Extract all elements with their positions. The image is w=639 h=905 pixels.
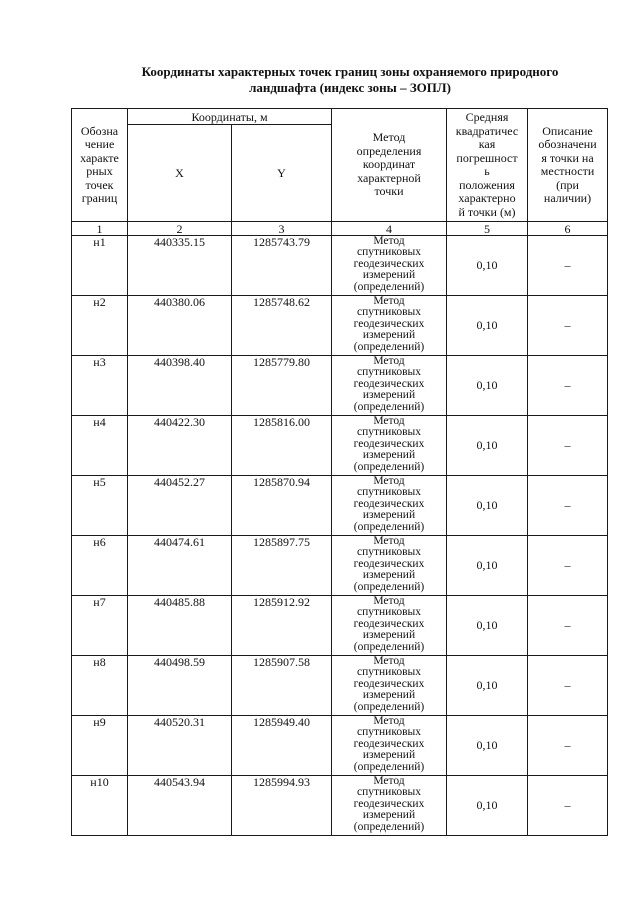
coordinates-table (71, 108, 608, 836)
method-line: Метод (373, 235, 405, 247)
description-cell: – (528, 596, 608, 656)
y-coordinate-cell: 1285949.40 (232, 716, 332, 776)
table-row (72, 656, 608, 716)
method-line: Метод (373, 295, 405, 307)
description-cell: – (528, 536, 608, 596)
y-coordinate-cell: 1285816.00 (232, 416, 332, 476)
method-cell (332, 776, 447, 836)
method-cell (332, 236, 447, 296)
method-line: измерений (362, 449, 416, 462)
header-x: X (128, 125, 232, 222)
table-row (72, 776, 608, 836)
header-y: Y (232, 125, 332, 222)
method-line: (определений) (353, 760, 425, 773)
error-cell: 0,10 (447, 476, 528, 536)
table-row (72, 236, 608, 296)
description-cell: – (528, 416, 608, 476)
method-line: спутниковых (356, 426, 421, 439)
table-row (72, 476, 608, 536)
point-designation-cell: н3 (72, 356, 128, 416)
method-line: измерений (362, 509, 416, 522)
header-designation: Обозна чение характе рных точек границ (72, 109, 128, 222)
method-cell (332, 476, 447, 536)
method-line: (определений) (353, 580, 425, 593)
table-row (72, 536, 608, 596)
y-coordinate-cell: 1285907.58 (232, 656, 332, 716)
description-cell: – (528, 356, 608, 416)
method-line: Метод (373, 715, 405, 727)
method-cell (332, 596, 447, 656)
x-coordinate-cell: 440398.40 (128, 356, 232, 416)
y-coordinate-cell: 1285779.80 (232, 356, 332, 416)
method-line: Метод (373, 655, 405, 667)
method-line: (определений) (353, 280, 425, 293)
method-line: геодезических (353, 497, 425, 510)
error-cell: 0,10 (447, 656, 528, 716)
method-line: измерений (362, 749, 416, 762)
method-line: Метод (373, 775, 405, 787)
column-number-row (72, 222, 608, 236)
column-number: 4 (332, 222, 447, 236)
description-cell: – (528, 476, 608, 536)
error-cell: 0,10 (447, 356, 528, 416)
column-number: 1 (72, 222, 128, 236)
method-line: Метод (373, 535, 405, 547)
method-line: спутниковых (356, 246, 421, 259)
description-cell: – (528, 716, 608, 776)
point-designation-cell: н7 (72, 596, 128, 656)
method-line: спутниковых (356, 366, 421, 379)
y-coordinate-cell: 1285994.93 (232, 776, 332, 836)
y-coordinate-cell: 1285743.79 (232, 236, 332, 296)
point-designation-cell: н8 (72, 656, 128, 716)
point-designation-cell: н6 (72, 536, 128, 596)
method-line: (определений) (353, 640, 425, 653)
point-designation-cell: н5 (72, 476, 128, 536)
error-cell: 0,10 (447, 536, 528, 596)
method-line: (определений) (353, 520, 425, 533)
point-designation-cell: н10 (72, 776, 128, 836)
method-line: (определений) (353, 400, 425, 413)
x-coordinate-cell: 440520.31 (128, 716, 232, 776)
point-designation-cell: н4 (72, 416, 128, 476)
header-coordinates: Координаты, м (128, 109, 332, 125)
method-line: геодезических (353, 257, 425, 270)
point-designation-cell: н2 (72, 296, 128, 356)
method-line: спутниковых (356, 306, 421, 319)
method-line: (определений) (353, 340, 425, 353)
x-coordinate-cell: 440422.30 (128, 416, 232, 476)
method-line: (определений) (353, 460, 425, 473)
method-cell (332, 416, 447, 476)
column-number: 2 (128, 222, 232, 236)
method-line: спутниковых (356, 546, 421, 559)
x-coordinate-cell: 440543.94 (128, 776, 232, 836)
table-row (72, 596, 608, 656)
method-line: геодезических (353, 617, 425, 630)
method-line: геодезических (353, 557, 425, 570)
y-coordinate-cell: 1285870.94 (232, 476, 332, 536)
method-line: Метод (373, 595, 405, 607)
description-cell: – (528, 236, 608, 296)
point-designation-cell: н9 (72, 716, 128, 776)
description-cell: – (528, 296, 608, 356)
method-line: спутниковых (356, 726, 421, 739)
method-line: Метод (373, 415, 405, 427)
point-designation-cell: н1 (72, 236, 128, 296)
header-error: Средняя квадратичес кая погрешност ь положения характерно й точки (м) (447, 109, 528, 222)
error-cell: 0,10 (447, 776, 528, 836)
method-line: (определений) (353, 820, 425, 833)
description-cell: – (528, 776, 608, 836)
error-cell: 0,10 (447, 416, 528, 476)
method-line: спутниковых (356, 666, 421, 679)
method-line: измерений (362, 689, 416, 702)
method-line: геодезических (353, 377, 425, 390)
method-line: геодезических (353, 677, 425, 690)
table-row (72, 416, 608, 476)
x-coordinate-cell: 440335.15 (128, 236, 232, 296)
method-line: геодезических (353, 437, 425, 450)
table-row (72, 716, 608, 776)
method-line: геодезических (353, 737, 425, 750)
method-cell (332, 356, 447, 416)
method-line: Метод (373, 475, 405, 487)
x-coordinate-cell: 440452.27 (128, 476, 232, 536)
x-coordinate-cell: 440485.88 (128, 596, 232, 656)
method-line: измерений (362, 329, 416, 342)
method-line: измерений (362, 809, 416, 822)
x-coordinate-cell: 440498.59 (128, 656, 232, 716)
table-row (72, 356, 608, 416)
title-line-2: ландшафта (индекс зоны – ЗОПЛ) (249, 80, 451, 95)
table-body (72, 236, 608, 836)
method-line: геодезических (353, 317, 425, 330)
error-cell: 0,10 (447, 236, 528, 296)
method-line: измерений (362, 269, 416, 282)
error-cell: 0,10 (447, 716, 528, 776)
column-number: 5 (447, 222, 528, 236)
method-cell (332, 536, 447, 596)
column-number: 3 (232, 222, 332, 236)
x-coordinate-cell: 440380.06 (128, 296, 232, 356)
y-coordinate-cell: 1285897.75 (232, 536, 332, 596)
method-cell (332, 296, 447, 356)
header-method: Метод определения координат характерной точки (332, 109, 447, 222)
x-coordinate-cell: 440474.61 (128, 536, 232, 596)
method-line: измерений (362, 389, 416, 402)
document-title (60, 64, 639, 96)
method-line: измерений (362, 569, 416, 582)
error-cell: 0,10 (447, 596, 528, 656)
method-cell (332, 656, 447, 716)
header-description: Описание обозначени я точки на местности (при наличии) (528, 109, 608, 222)
method-line: Метод (373, 355, 405, 367)
y-coordinate-cell: 1285912.92 (232, 596, 332, 656)
method-cell (332, 716, 447, 776)
y-coordinate-cell: 1285748.62 (232, 296, 332, 356)
title-line-1: Координаты характерных точек границ зоны охраняемого природного (141, 64, 559, 79)
method-line: спутниковых (356, 786, 421, 799)
method-line: спутниковых (356, 486, 421, 499)
description-cell: – (528, 656, 608, 716)
method-line: измерений (362, 629, 416, 642)
method-line: (определений) (353, 700, 425, 713)
method-line: геодезических (353, 797, 425, 810)
method-line: спутниковых (356, 606, 421, 619)
table-row (72, 296, 608, 356)
error-cell: 0,10 (447, 296, 528, 356)
column-number: 6 (528, 222, 608, 236)
